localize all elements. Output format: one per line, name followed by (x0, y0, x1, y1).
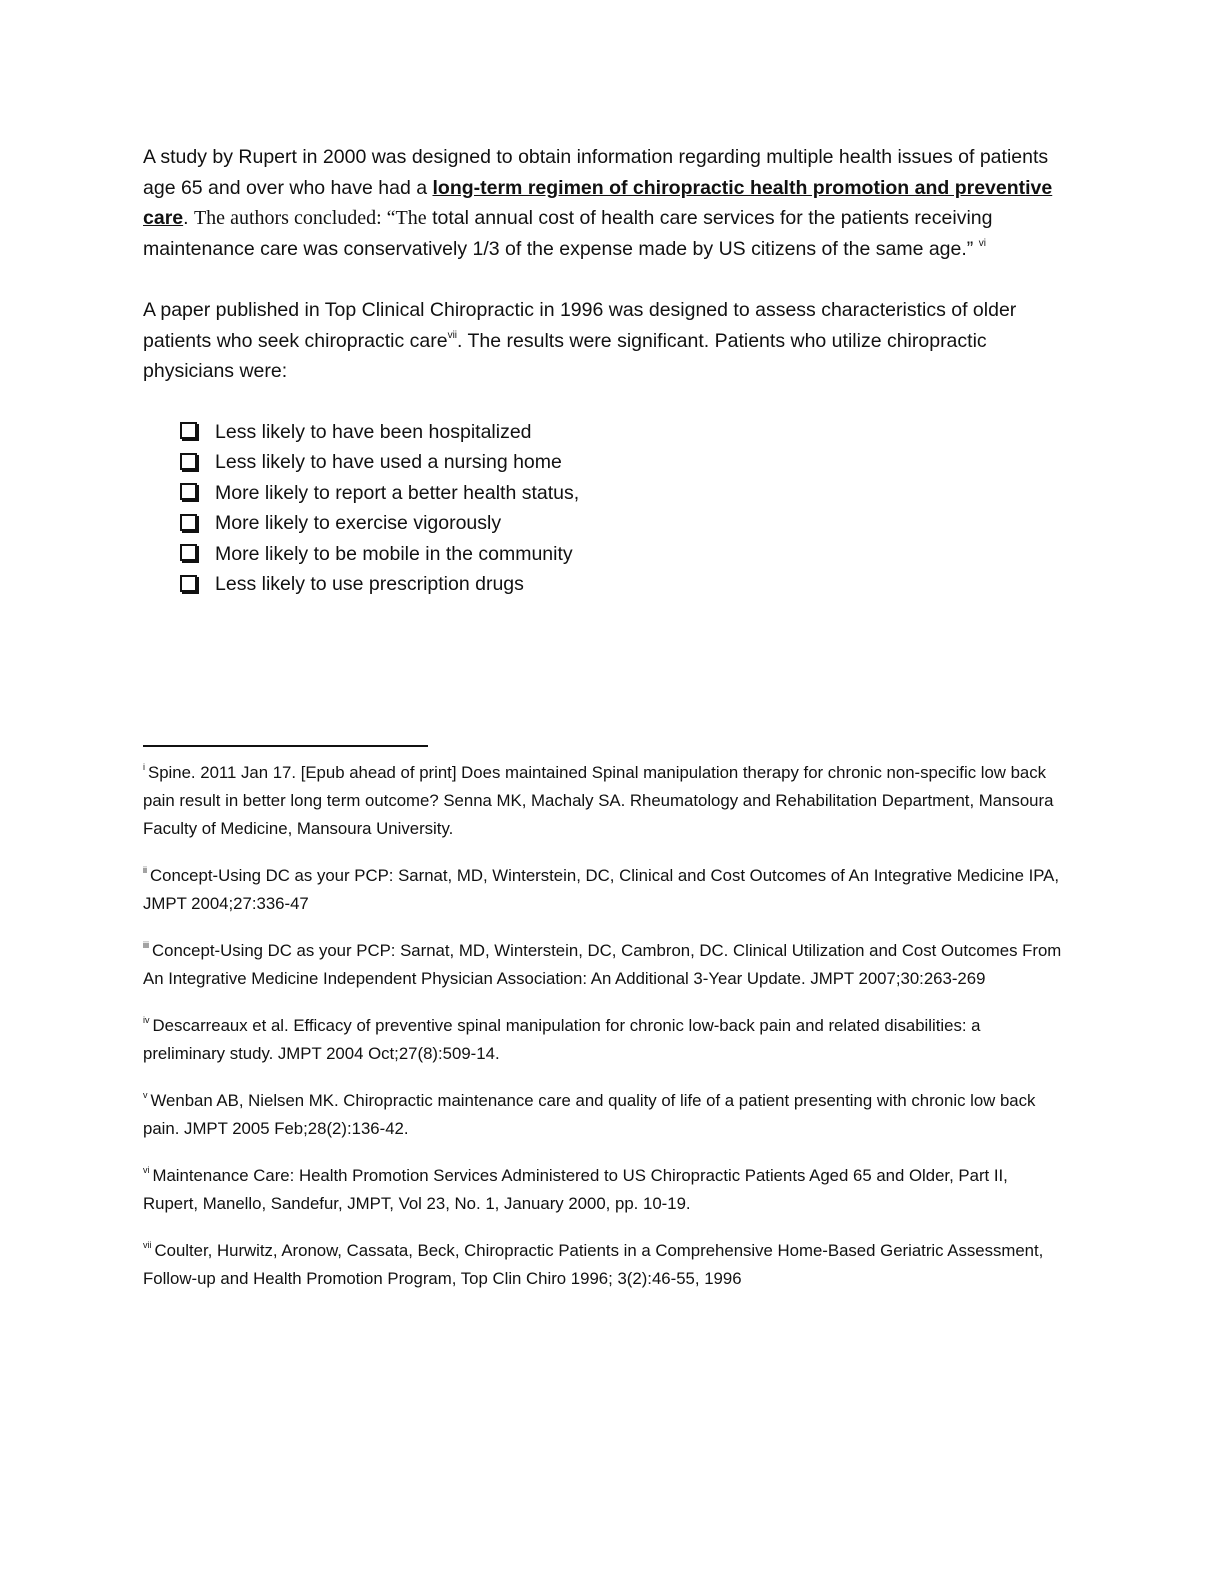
list-item (180, 508, 1063, 539)
footnote-separator (143, 745, 428, 747)
checkbox-bullet-icon (180, 422, 197, 439)
footnote (143, 1087, 1063, 1143)
footnotes (143, 759, 1063, 1312)
checkbox-bullet-icon (180, 483, 197, 500)
paragraph-top-clinical (143, 295, 1063, 387)
list-item-text: More likely to be mobile in the community (215, 542, 573, 565)
footnote (143, 937, 1063, 993)
checkbox-bullet-icon (180, 575, 197, 592)
emphasized-phrase: long-term regimen of chiropractic health promotion and preventive care (143, 176, 1053, 229)
list-item-text: Less likely to use prescription drugs (215, 573, 524, 595)
list-item-text: More likely to report a better health status, (215, 481, 580, 504)
list-item (180, 569, 1063, 600)
footnote-ref: vii (447, 329, 458, 341)
footnote (143, 1012, 1063, 1068)
paragraph-text: total annual cost of health care services for the patients receiving maintenance care was conservatively 1/3 of the expense made by US citizens of the same age.” (143, 207, 993, 260)
footnote-text: Maintenance Care: Health Promotion Services Administered to US Chiropractic Patients Aged 65 and Older, Part II, Rupert, Manello, Sandefur, JMPT, Vol 23, No. 1, January 2000, pp. 10-19. (143, 1166, 1008, 1213)
footnote-mark: iii (143, 940, 149, 950)
footnote-mark: vii (143, 1240, 152, 1250)
paragraph-text: . The results were significant. Patients who utilize chiropractic physicians were: (143, 329, 987, 382)
checkbox-bullet-icon (180, 453, 197, 470)
footnote-text: Descarreaux et al. Efficacy of preventive spinal manipulation for chronic low-back pain and related disabilities: a preliminary study. JMPT 2004 Oct;27(8):509-14. (143, 1016, 981, 1063)
footnote (143, 1162, 1063, 1218)
footnote-text: Coulter, Hurwitz, Aronow, Cassata, Beck, Chiropractic Patients in a Comprehensive Home-Based Geriatric Assessment, Follow-up and Health Promotion Program, Top Clin Chiro 1996; 3(2):46-55, 1996 (143, 1241, 1044, 1288)
findings-list (180, 417, 1063, 600)
list-item (180, 478, 1063, 509)
checkbox-bullet-icon (180, 544, 197, 561)
paragraph-text: A paper published in Top Clinical Chiropractic in 1996 was designed to assess characteristics of older patients who seek chiropractic care (143, 299, 1017, 352)
paragraph-text: The authors concluded: “The (193, 207, 427, 229)
footnote-text: Spine. 2011 Jan 17. [Epub ahead of print] Does maintained Spinal manipulation therapy for chronic non-specific low back pain result in better long term outcome? Senna MK, Machaly SA. Rheumatology and Rehabilitation Department, Mansoura Faculty of Medicine, Mansoura University. (143, 763, 1054, 838)
footnote-mark: vi (143, 1165, 150, 1175)
footnote-mark: i (143, 762, 145, 772)
footnote (143, 862, 1063, 918)
list-item (180, 447, 1063, 478)
list-item-text: More likely to exercise vigorously (215, 512, 502, 534)
list-item-text: Less likely to have been hospitalized (215, 420, 532, 443)
paragraph-text: . (183, 207, 194, 229)
list-item-text: Less likely to have used a nursing home (215, 451, 562, 473)
paragraph-rupert-study (143, 142, 1063, 264)
list-item (180, 417, 1063, 448)
checkbox-bullet-icon (180, 514, 197, 531)
paragraph-text: A study by Rupert in 2000 was designed to obtain information regarding multiple health issues of patients age 65 and over who have had a (143, 146, 1049, 199)
document-body (143, 142, 1063, 600)
footnote-mark: ii (143, 865, 147, 875)
footnote (143, 759, 1063, 843)
footnote-mark: v (143, 1090, 148, 1100)
footnote-text: Concept-Using DC as your PCP: Sarnat, MD, Winterstein, DC, Clinical and Cost Outcomes of An Integrative Medicine IPA, JMPT 2004;27:336-47 (143, 866, 1060, 913)
footnote-mark: iv (143, 1015, 150, 1025)
footnote-text: Concept-Using DC as your PCP: Sarnat, MD, Winterstein, DC, Cambron, DC. Clinical Utilization and Cost Outcomes From An Integrative Medicine Independent Physician Association: An Additional 3-Year Update. JMPT 2007;30:263-269 (143, 941, 1062, 988)
footnote (143, 1237, 1063, 1293)
list-item (180, 539, 1063, 570)
footnote-ref: vi (978, 237, 986, 249)
footnote-text: Wenban AB, Nielsen MK. Chiropractic maintenance care and quality of life of a patient presenting with chronic low back pain. JMPT 2005 Feb;28(2):136-42. (143, 1091, 1036, 1138)
